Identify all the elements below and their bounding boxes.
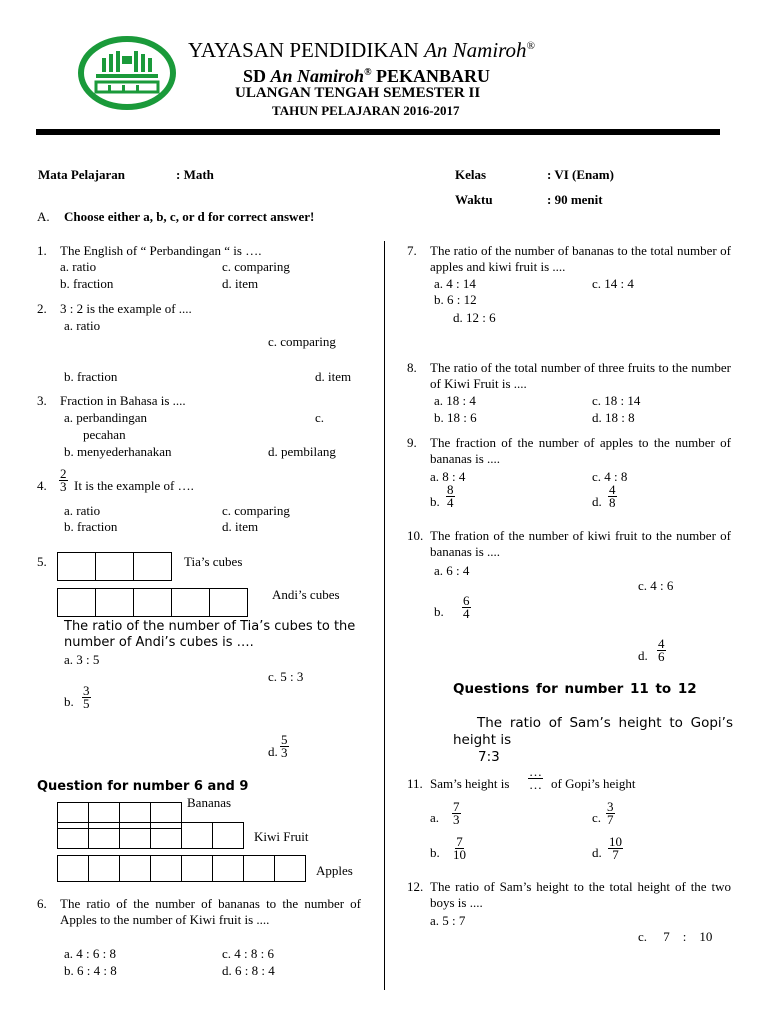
q8-option-b: b. 18 : 6 <box>434 410 477 425</box>
q10-option-b: b. <box>434 604 444 619</box>
q7-number: 7. <box>407 243 417 258</box>
q11-12-intro: The ratio of Sam’s height to Gopi’s height is <box>453 715 733 748</box>
q4-number: 4. <box>37 478 47 493</box>
q9-text: The fraction of the number of apples to the number of bananas is .... <box>430 435 731 466</box>
q1-text: The English of “ Perbandingan “ is …. <box>60 243 262 258</box>
q4-text: It is the example of …. <box>74 478 194 493</box>
q2-option-a: a. ratio <box>64 318 101 333</box>
school-logo <box>78 36 176 110</box>
time-value: : 90 menit <box>547 192 603 207</box>
kiwi-label: Kiwi Fruit <box>254 829 309 844</box>
tia-cubes-diagram <box>58 552 172 581</box>
q3-text: Fraction in Bahasa is .... <box>60 393 186 408</box>
q1-option-c: c. comparing <box>222 259 290 274</box>
q5-number: 5. <box>37 554 47 569</box>
class-value: : VI (Enam) <box>547 167 614 182</box>
q11-option-d-fraction: $\frac{10}{7}$ <box>609 834 622 862</box>
q9-option-b: b. <box>430 494 440 509</box>
q4-fraction: $\frac{2}{3}$ <box>60 466 67 494</box>
q11-text-pre: Sam’s height is <box>430 776 510 791</box>
time-label: Waktu <box>455 192 493 207</box>
q10-option-d: d. <box>638 648 648 663</box>
q5-option-b: b. <box>64 694 74 709</box>
header-rule <box>36 129 720 135</box>
q4-option-d: d. item <box>222 519 259 534</box>
q9-option-a: a. 8 : 4 <box>430 469 466 484</box>
q11-option-c-fraction: $\frac{3}{7}$ <box>607 799 614 827</box>
q11-number: 11. <box>407 776 423 791</box>
q2-text: 3 : 2 is the example of .... <box>60 301 192 316</box>
header-line4: TAHUN PELAJARAN 2016-2017 <box>272 103 460 118</box>
q6-option-d: d. 6 : 8 : 4 <box>222 963 275 978</box>
q6-option-a: a. 4 : 6 : 8 <box>64 946 116 961</box>
section-instruction: Choose either a, b, c, or d for correct answer! <box>64 209 315 224</box>
q9-number: 9. <box>407 435 417 450</box>
q5-option-a: a. 3 : 5 <box>64 652 100 667</box>
q6-option-c: c. 4 : 8 : 6 <box>222 946 274 961</box>
q4-option-c: c. comparing <box>222 503 290 518</box>
q8-number: 8. <box>407 360 417 375</box>
q7-option-b: b. 6 : 12 <box>434 292 477 307</box>
subject-value: : Math <box>176 167 214 182</box>
q10-number: 10. <box>407 528 424 543</box>
class-label: Kelas <box>455 167 487 182</box>
q8-option-c: c. 18 : 14 <box>592 393 641 408</box>
q11-option-b-fraction: $\frac{7}{10}$ <box>453 834 466 862</box>
q11-option-d: d. <box>592 845 602 860</box>
kiwi-diagram <box>58 822 244 849</box>
q2-option-c: c. comparing <box>268 334 336 349</box>
q6-option-b: b. 6 : 4 : 8 <box>64 963 117 978</box>
q7-option-c: c. 14 : 4 <box>592 276 634 291</box>
q6-9-heading: Question for number 6 and 9 <box>37 779 249 794</box>
q6-number: 6. <box>37 896 47 911</box>
q2-number: 2. <box>37 301 47 316</box>
q3-option-b: b. menyederhanakan <box>64 444 172 459</box>
q5-option-c: c. 5 : 3 <box>268 669 304 684</box>
q9-option-d: d. <box>592 494 602 509</box>
header-line3: ULANGAN TENGAH SEMESTER II <box>235 85 481 101</box>
subject-label: Mata Pelajaran <box>38 167 126 182</box>
q1-option-d: d. item <box>222 276 259 291</box>
header-line1: YAYASAN PENDIDIKAN An Namiroh® <box>188 38 535 62</box>
q7-option-a: a. 4 : 14 <box>434 276 476 291</box>
q12-option-a: a. 5 : 7 <box>430 913 466 928</box>
q12-option-c: c. 7 : 10 <box>638 929 713 944</box>
q9-option-d-fraction: $\frac{4}{8}$ <box>609 482 616 510</box>
q4-option-a: a. ratio <box>64 503 101 518</box>
q10-option-a: a. 6 : 4 <box>434 563 470 578</box>
q3-option-d: d. pembilang <box>268 444 336 459</box>
q9-option-b-fraction: $\frac{8}{4}$ <box>447 482 454 510</box>
q4-option-b: b. fraction <box>64 519 118 534</box>
q11-option-b: b. <box>430 845 440 860</box>
q8-option-a: a. 18 : 4 <box>434 393 476 408</box>
column-divider <box>384 241 385 990</box>
q1-number: 1. <box>37 243 47 258</box>
q10-text: The fration of the number of kiwi fruit to the number of bananas is .... <box>430 528 731 559</box>
tia-cubes-label: Tia’s cubes <box>184 554 243 569</box>
q9-option-c: c. 4 : 8 <box>592 469 628 484</box>
q8-text: The ratio of the total number of three fruits to the number of Kiwi Fruit is .... <box>430 360 731 391</box>
q11-option-a: a. <box>430 810 440 825</box>
q11-12-ratio: 7:3 <box>478 749 500 765</box>
q6-text: The ratio of the number of bananas to the number of Apples to the number of Kiwi fruit is .... <box>60 896 361 927</box>
q10-option-d-fraction: $\frac{4}{6}$ <box>658 636 665 664</box>
q5-option-d: d. <box>268 744 278 759</box>
q7-option-d: d. 12 : 6 <box>453 310 496 325</box>
q3-number: 3. <box>37 393 47 408</box>
q1-option-a: a. ratio <box>60 259 97 274</box>
q10-option-c: c. 4 : 6 <box>638 578 674 593</box>
q10-option-b-fraction: $\frac{6}{4}$ <box>463 593 470 621</box>
q5-option-d-fraction: $\frac{5}{3}$ <box>281 732 288 760</box>
q7-text: The ratio of the number of bananas to the total number of apples and kiwi fruit is .... <box>430 243 731 274</box>
bananas-label: Bananas <box>187 795 232 810</box>
q11-option-a-fraction: $\frac{7}{3}$ <box>453 799 460 827</box>
apples-label: Apples <box>316 863 353 878</box>
q11-12-heading: Questions for number 11 to 12 <box>453 681 697 697</box>
andi-cubes-label: Andi’s cubes <box>272 587 340 602</box>
q12-text: The ratio of Sam’s height to the total height of the two boys is .... <box>430 879 731 910</box>
q2-option-b: b. fraction <box>64 369 118 384</box>
q11-blank-fraction: $\frac{\dots}{\dots}$ <box>529 764 542 792</box>
q11-text-post: of Gopi’s height <box>551 776 636 791</box>
q11-option-c: c. <box>592 810 602 825</box>
q3-option-c: c. <box>315 410 325 425</box>
q1-option-b: b. fraction <box>60 276 114 291</box>
q2-option-d: d. item <box>315 369 352 384</box>
andi-cubes-diagram <box>58 588 248 617</box>
header-line2: SD An Namiroh® PEKANBARU <box>243 66 491 86</box>
section-letter: A. <box>37 209 50 224</box>
q5-text: The ratio of the number of Tia’s cubes to the number of Andi’s cubes is …. <box>64 619 356 650</box>
q5-option-b-fraction: $\frac{3}{5}$ <box>83 683 90 711</box>
q8-option-d: d. 18 : 8 <box>592 410 635 425</box>
apples-diagram <box>58 855 306 882</box>
q3-option-a: a. perbandingan <box>64 410 148 425</box>
q12-number: 12. <box>407 879 424 894</box>
q3-option-c-text: pecahan <box>83 427 126 442</box>
